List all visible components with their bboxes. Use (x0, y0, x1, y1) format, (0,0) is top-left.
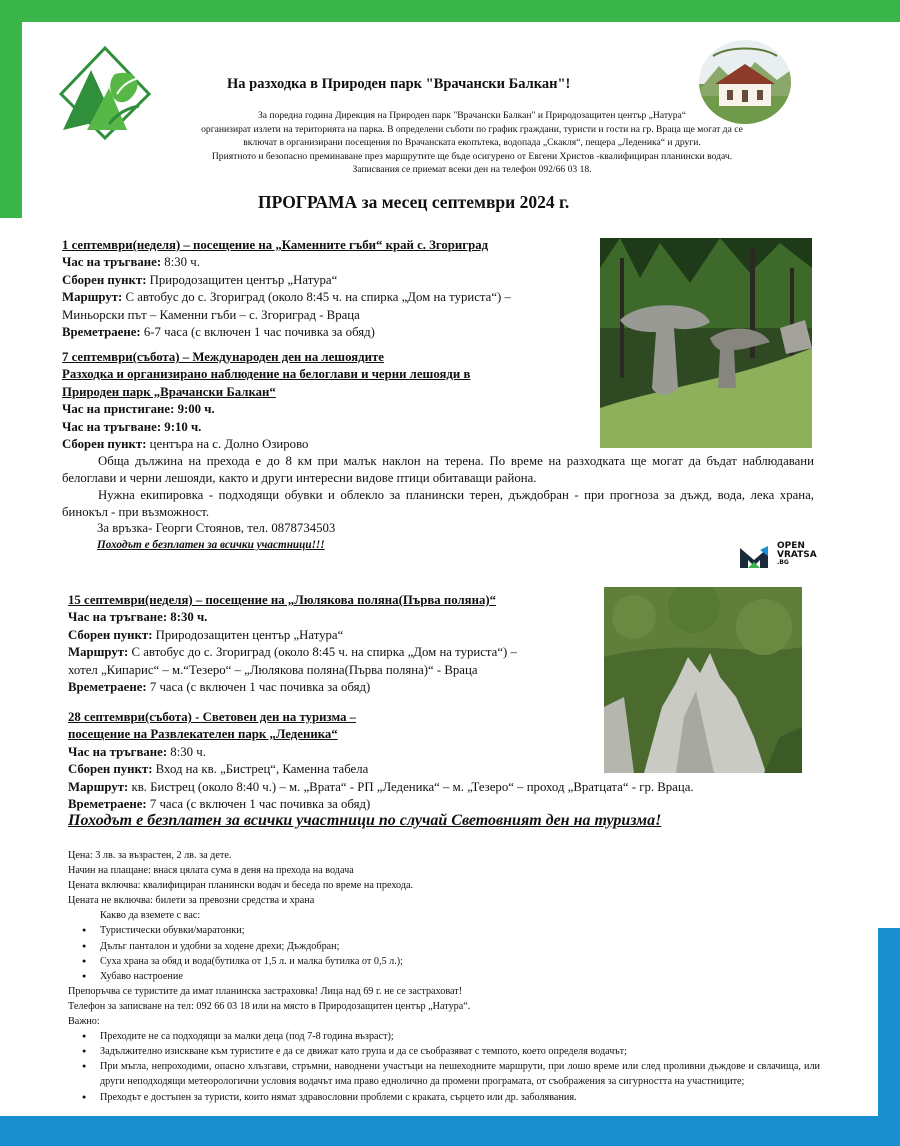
route-value-cont: Миньорски път – Каменни гъби – с. Згориград - Враца (62, 307, 360, 322)
route-value: С автобус до с. Згориград (около 8:45 ч. на спирка „Дом на туриста“) – (122, 290, 511, 305)
arrival-time: Час на пристигане: 9:00 ч. (62, 402, 215, 417)
intro-text (132, 109, 812, 177)
blue-right-border (878, 928, 900, 1146)
meeting-value: Вход на кв. „Бистрец“, Каменна табела (152, 762, 369, 777)
intro-line: Записвания се приемат всеки ден на телефон 092/66 03 18. (352, 164, 592, 176)
open-vratsa-line: OPEN (777, 541, 805, 551)
event-2-heading: 7 септември(събота) – Международен ден на лешоядите (62, 350, 384, 364)
duration-value: 6-7 часа (с включен 1 час почивка за обяд) (140, 325, 375, 340)
intro-line: Приятното и безопасно преминаване през маршрутите ще бъде осигурено от Евгени Христов -квалифициран планински водач. (211, 150, 733, 162)
departure-value: 8:30 ч. (161, 255, 200, 270)
duration-value: 7 часа (с включен 1 час почивка за обяд) (146, 680, 371, 695)
event-1 (62, 237, 511, 341)
meeting-label: Сборен пункт: (68, 762, 153, 777)
event-3-heading: 15 септември(неделя) – посещение на „Люлякова поляна(Първа поляна)“ (68, 593, 497, 607)
list-item: ● Преходът е достъпен за туристи, които нямат здравословни проблеми с краката, сърцето или др. заболявания. (100, 1090, 820, 1105)
open-vratsa-line: .BG (777, 559, 789, 566)
route-value-cont: хотел „Кипарис“ – м.“Тезеро“ – „Люлякова поляна(Първа поляна)“ - Враца (68, 662, 478, 677)
list-item: ● Дълъг панталон и удобни за ходене дрехи; Дъждобран; (100, 939, 820, 954)
route-label: Маршрут: (68, 779, 129, 794)
signup-phone: Телефон за записване на тел: 092 66 03 18 или на място в Природозащитен център „Натура“. (68, 1000, 471, 1012)
event-2-equipment: Нужна екипировка - подходящи обувки и облекло за планински терен, дъждобран - при прогноза за дъжд, вода, лека храна, бинокъл - при възможност. (62, 488, 814, 520)
bring-title: Какво да вземете с вас: (100, 910, 201, 922)
program-title: ПРОГРАМА за месец септември 2024 г. (258, 192, 570, 212)
departure-value: 8:30 ч. (167, 744, 206, 759)
meeting-value: Природозащитен център „Натура“ (152, 627, 344, 642)
bring-list (68, 923, 820, 983)
price-includes: Цената включва: квалифициран планински водач и беседа по време на прехода. (68, 880, 414, 892)
intro-line: включат в организирани посещения по Врачанската екопътека, водопада „Скакля“, пещера „Леденика“ и други. (243, 137, 701, 149)
event-2-free-note: Походът е безплатен за всички участници!!! (97, 539, 325, 551)
insurance-note: Препоръчва се туристите да имат планинска застраховка! Лица над 69 г. не се застраховат! (68, 985, 463, 997)
important-title: Важно: (68, 1016, 100, 1028)
route-label: Маршрут: (62, 290, 123, 305)
route-value: кв. Бистрец (около 8:40 ч.) – м. „Врата“ - РП „Леденика“ – м. „Тезеро“ – проход „Вратцата“ - гр. Враца. (128, 779, 694, 794)
departure-label: Час на тръгване: (62, 255, 162, 270)
stone-mushrooms-photo (600, 238, 812, 448)
green-top-border (0, 0, 900, 22)
event-2-contact: За връзка- Георги Стоянов, тел. 0878734503 (97, 521, 336, 535)
poster-title: На разходка в Природен парк "Врачански Балкан"! (227, 76, 571, 92)
departure-label: Час на тръгване: (68, 744, 168, 759)
event-4-heading: 28 септември(събота) - Световен ден на туризма – (68, 710, 357, 724)
departure-time: Час на тръгване: 9:10 ч. (62, 419, 202, 434)
blue-bottom-border (0, 1116, 900, 1146)
list-item: ● При мъгла, непроходими, опасно хлъзгави, стръмни, наводнени участъци на пешеходните маршрути, при лошо време или след проливни дъждове и свлачища, или други неподходящи метеорологични условия водачът има право еднолично да промени програмата, от съображения за сигурността на участниците; (100, 1059, 820, 1089)
price: Цена: 3 лв. за възрастен, 2 лв. за дете. (68, 850, 232, 861)
duration-label: Времетраене: (62, 325, 141, 340)
duration-value: 7 часа (с включен 1 час почивка за обяд) (146, 797, 371, 812)
important-list (68, 1029, 820, 1104)
open-vratsa-wordmark (777, 542, 817, 568)
event-2-description: Обща дължина на прехода е до 8 км при малък наклон на терена. По време на разходката ще могат да бъдат наблюдавани белоглави и черни лешояди, както и други интересни видове птици обитаващи района. (62, 454, 814, 486)
meeting-value: Природозащитен център „Натура“ (146, 272, 338, 287)
list-item: ● Преходите не са подходящи за малки деца (под 7-8 година възраст); (100, 1029, 820, 1044)
event-1-heading: 1 септември(неделя) – посещение на „Каменните гъби“ край с. Згориград (62, 238, 489, 252)
event-4-subheading: посещение на Развлекателен парк „Леденика“ (68, 727, 338, 742)
event-2 (62, 349, 470, 453)
practical-info (68, 848, 820, 1105)
duration-label: Времетраене: (68, 680, 147, 695)
event-4-free-note: Походът е безплатен за всички участници по случай Световният ден на туризма! (68, 812, 662, 829)
list-item: ● Суха храна за обяд и вода(бутилка от 1,5 л. и малка бутилка от 0,5 л.); (100, 954, 820, 969)
meeting-label: Сборен пункт: (62, 272, 147, 287)
intro-line: организират излети на територията на парка. В определени съботи по график граждани, туристи и гости на гр. Враца ще могат да се (201, 123, 743, 135)
meeting-label: Сборен пункт: (68, 627, 153, 642)
event-2-subheading: Разходка и организирано наблюдение на белоглави и черни лешояди в (62, 367, 471, 382)
list-item: ● Туристически обувки/маратонки; (100, 923, 820, 938)
list-item: ● Хубаво настроение (100, 969, 820, 984)
open-vratsa-line: VRATSA (777, 549, 817, 560)
green-left-border (0, 0, 22, 218)
route-label: Маршрут: (68, 645, 129, 660)
duration-label: Времетраене: (68, 797, 147, 812)
meeting-value: центъра на с. Долно Озирово (146, 437, 309, 452)
departure-time: Час на тръгване: 8:30 ч. (68, 610, 208, 625)
event-4 (68, 709, 694, 813)
event-2-subheading: Природен парк „Врачански Балкан“ (62, 384, 276, 399)
list-item: ● Задължително изискване към туристите е да се движат като група и да се съобразяват с темпото, което определя водачът; (100, 1044, 820, 1059)
event-3 (68, 592, 517, 696)
payment: Начин на плащане: внася цялата сума в деня на прехода на водача (68, 865, 354, 877)
poster-page (22, 22, 878, 1116)
intro-line: За поредна година Дирекция на Природен парк "Врачански Балкан" и Природозащитен център „Натура“ (257, 110, 687, 121)
price-excludes: Цената не включва: билети за превозни средства и храна (68, 895, 315, 907)
route-value: С автобус до с. Згориград (около 8:45 ч. на спирка „Дом на туриста“) – (128, 645, 517, 660)
meeting-label: Сборен пункт: (62, 437, 147, 452)
